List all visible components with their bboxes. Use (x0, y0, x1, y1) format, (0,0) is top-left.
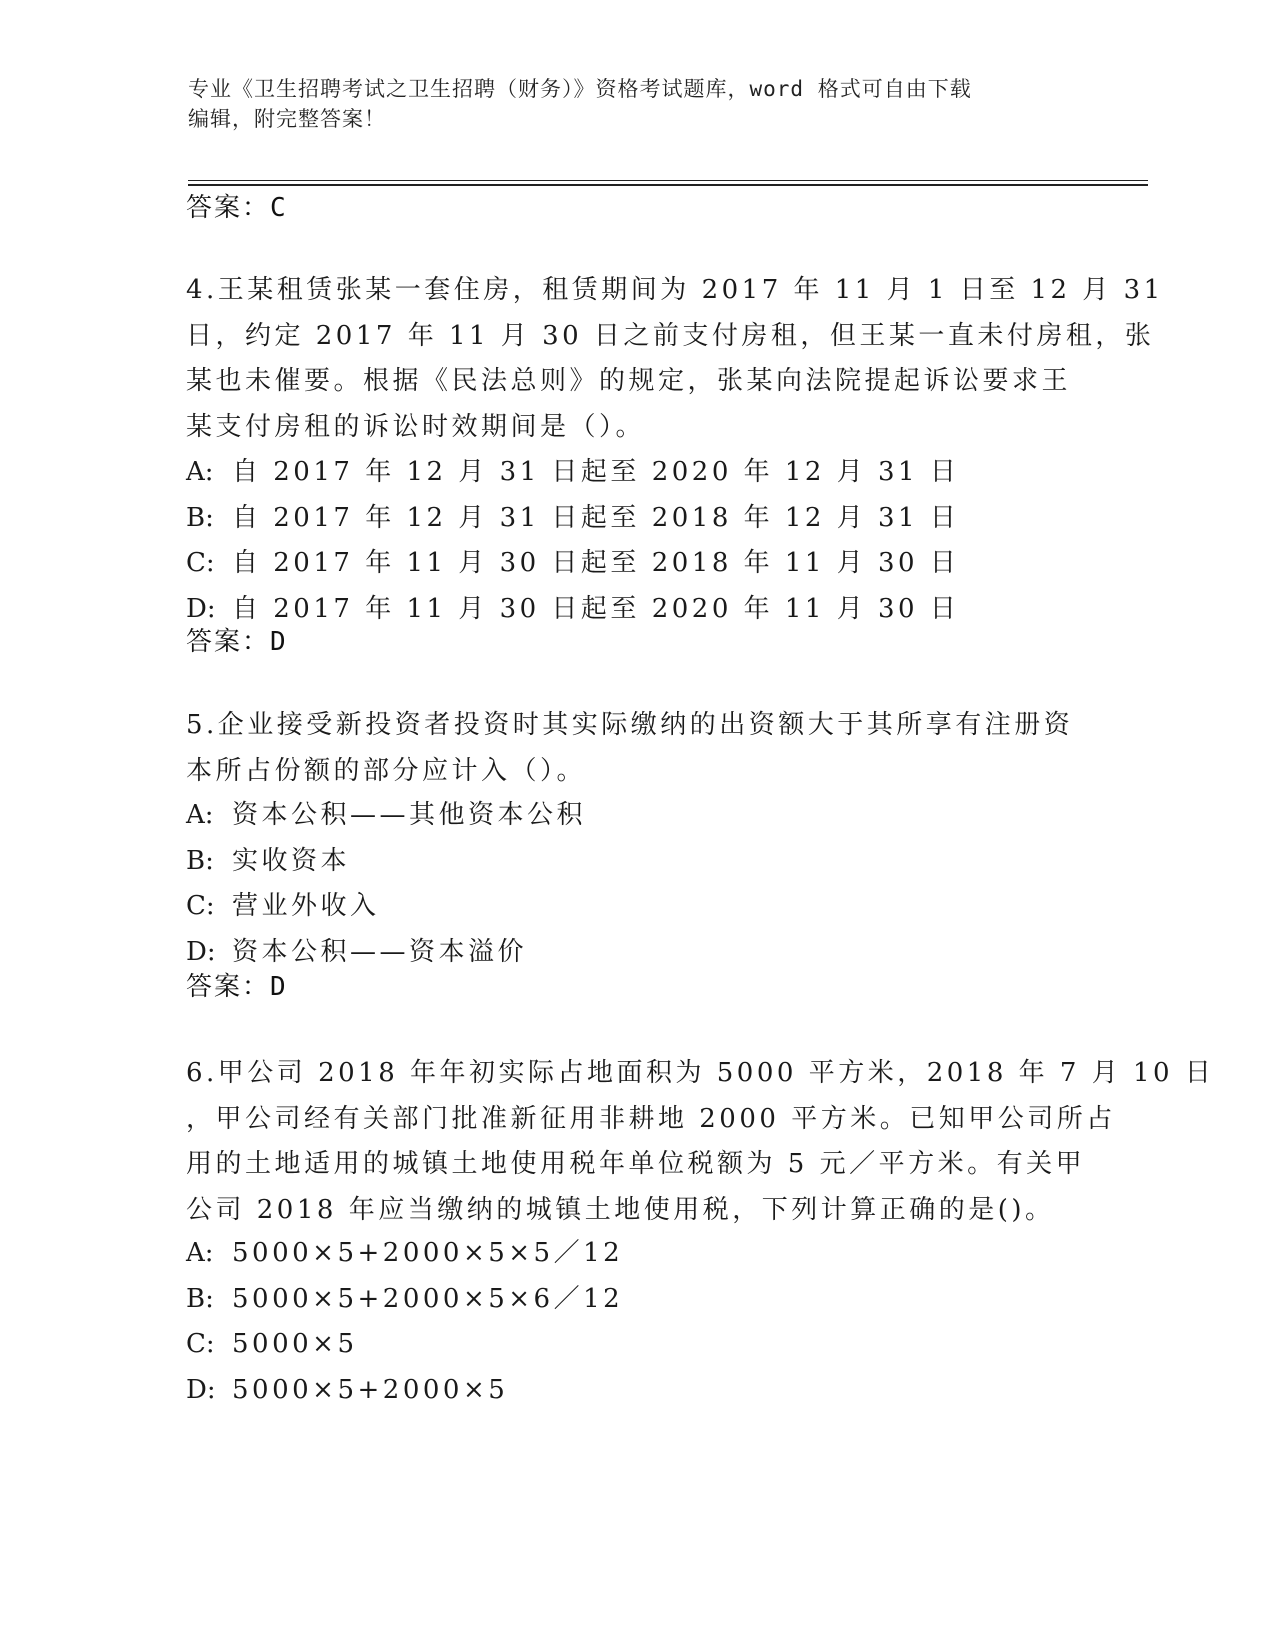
option-a (186, 450, 959, 496)
option-c (186, 1322, 623, 1368)
answer-q5 (186, 965, 288, 1010)
header-line-1: 专业《卫生招聘考试之卫生招聘（财务）》资格考试题库，word 格式可自由下载 (188, 77, 972, 101)
question-4-options (186, 450, 959, 632)
option-letter: B: (186, 1283, 214, 1314)
answer-q4 (186, 620, 288, 665)
question-line: 本所占份额的部分应计入（）。 (186, 755, 587, 786)
option-letter: C: (186, 548, 215, 578)
option-text: 自 2017 年 11 月 30 日起至 2018 年 11 月 30 日 (232, 548, 960, 578)
option-text: 5000×5+2000×5×5／12 (232, 1238, 624, 1268)
header-line-2: 编辑，附完整答案！ (188, 107, 386, 131)
answer-prev (186, 186, 288, 231)
option-c (186, 541, 959, 587)
option-letter: B: (186, 845, 214, 876)
option-letter: C: (186, 1329, 215, 1359)
question-line: 6.甲公司 2018 年年初实际占地面积为 5000 平方米，2018 年 7 月 10 日 (186, 1058, 1215, 1088)
option-letter: C: (186, 891, 215, 921)
question-line: 公司 2018 年应当缴纳的城镇土地使用税，下列计算正确的是()。 (186, 1194, 1055, 1225)
option-text: 5000×5+2000×5×6／12 (232, 1283, 624, 1314)
option-a (186, 793, 586, 839)
question-line: 某支付房租的诉讼时效期间是（）。 (186, 411, 646, 442)
question-line: 5.企业接受新投资者投资时其实际缴纳的出资额大于其所享有注册资 (186, 710, 1074, 740)
question-4 (186, 268, 1164, 450)
answer-value: D (270, 972, 288, 1002)
answer-label: 答案： (186, 193, 271, 223)
option-letter: A: (186, 800, 214, 830)
question-line: 用的土地适用的城镇土地使用税年单位税额为 5 元／平方米。有关甲 (186, 1149, 1086, 1179)
answer-label: 答案： (186, 627, 271, 657)
option-d (186, 587, 959, 633)
question-5-options (186, 793, 586, 975)
header-rule-thin (188, 180, 1148, 181)
answer-value: C (270, 193, 288, 223)
question-line: 4.王某租赁张某一套住房，租赁期间为 2017 年 11 月 1 日至 12 月 31 (186, 275, 1164, 305)
option-text: 实收资本 (232, 845, 351, 876)
option-text: 资本公积——其他资本公积 (232, 800, 587, 830)
question-5 (186, 703, 1073, 794)
option-letter: D: (186, 936, 216, 967)
option-text: 自 2017 年 12 月 31 日起至 2020 年 12 月 31 日 (232, 457, 960, 487)
option-letter: B: (186, 502, 214, 533)
option-text: 5000×5 (232, 1329, 358, 1359)
option-letter: A: (186, 1238, 214, 1268)
option-letter: D: (186, 1374, 216, 1405)
option-text: 自 2017 年 12 月 31 日起至 2018 年 12 月 31 日 (232, 502, 960, 533)
question-6-options (186, 1231, 623, 1413)
page-header (188, 74, 1068, 134)
option-c (186, 884, 586, 930)
option-b (186, 839, 586, 885)
question-6 (186, 1051, 1214, 1233)
option-a (186, 1231, 623, 1277)
question-line: ，甲公司经有关部门批准新征用非耕地 2000 平方米。已知甲公司所占 (186, 1103, 1116, 1134)
option-d (186, 1368, 623, 1414)
option-text: 5000×5+2000×5 (232, 1374, 509, 1405)
question-line: 日，约定 2017 年 11 月 30 日之前支付房租，但王某一直未付房租，张 (186, 320, 1155, 351)
option-text: 自 2017 年 11 月 30 日起至 2020 年 11 月 30 日 (232, 593, 960, 624)
question-line: 某也未催要。根据《民法总则》的规定，张某向法院提起诉讼要求王 (186, 366, 1072, 396)
option-b (186, 496, 959, 542)
option-text: 资本公积——资本溢价 (232, 936, 528, 967)
option-letter: A: (186, 457, 214, 487)
answer-label: 答案： (186, 972, 271, 1002)
option-text: 营业外收入 (232, 891, 380, 921)
option-letter: D: (186, 593, 216, 624)
option-b (186, 1277, 623, 1323)
header-rule-thick (188, 184, 1148, 186)
answer-value: D (270, 627, 288, 657)
